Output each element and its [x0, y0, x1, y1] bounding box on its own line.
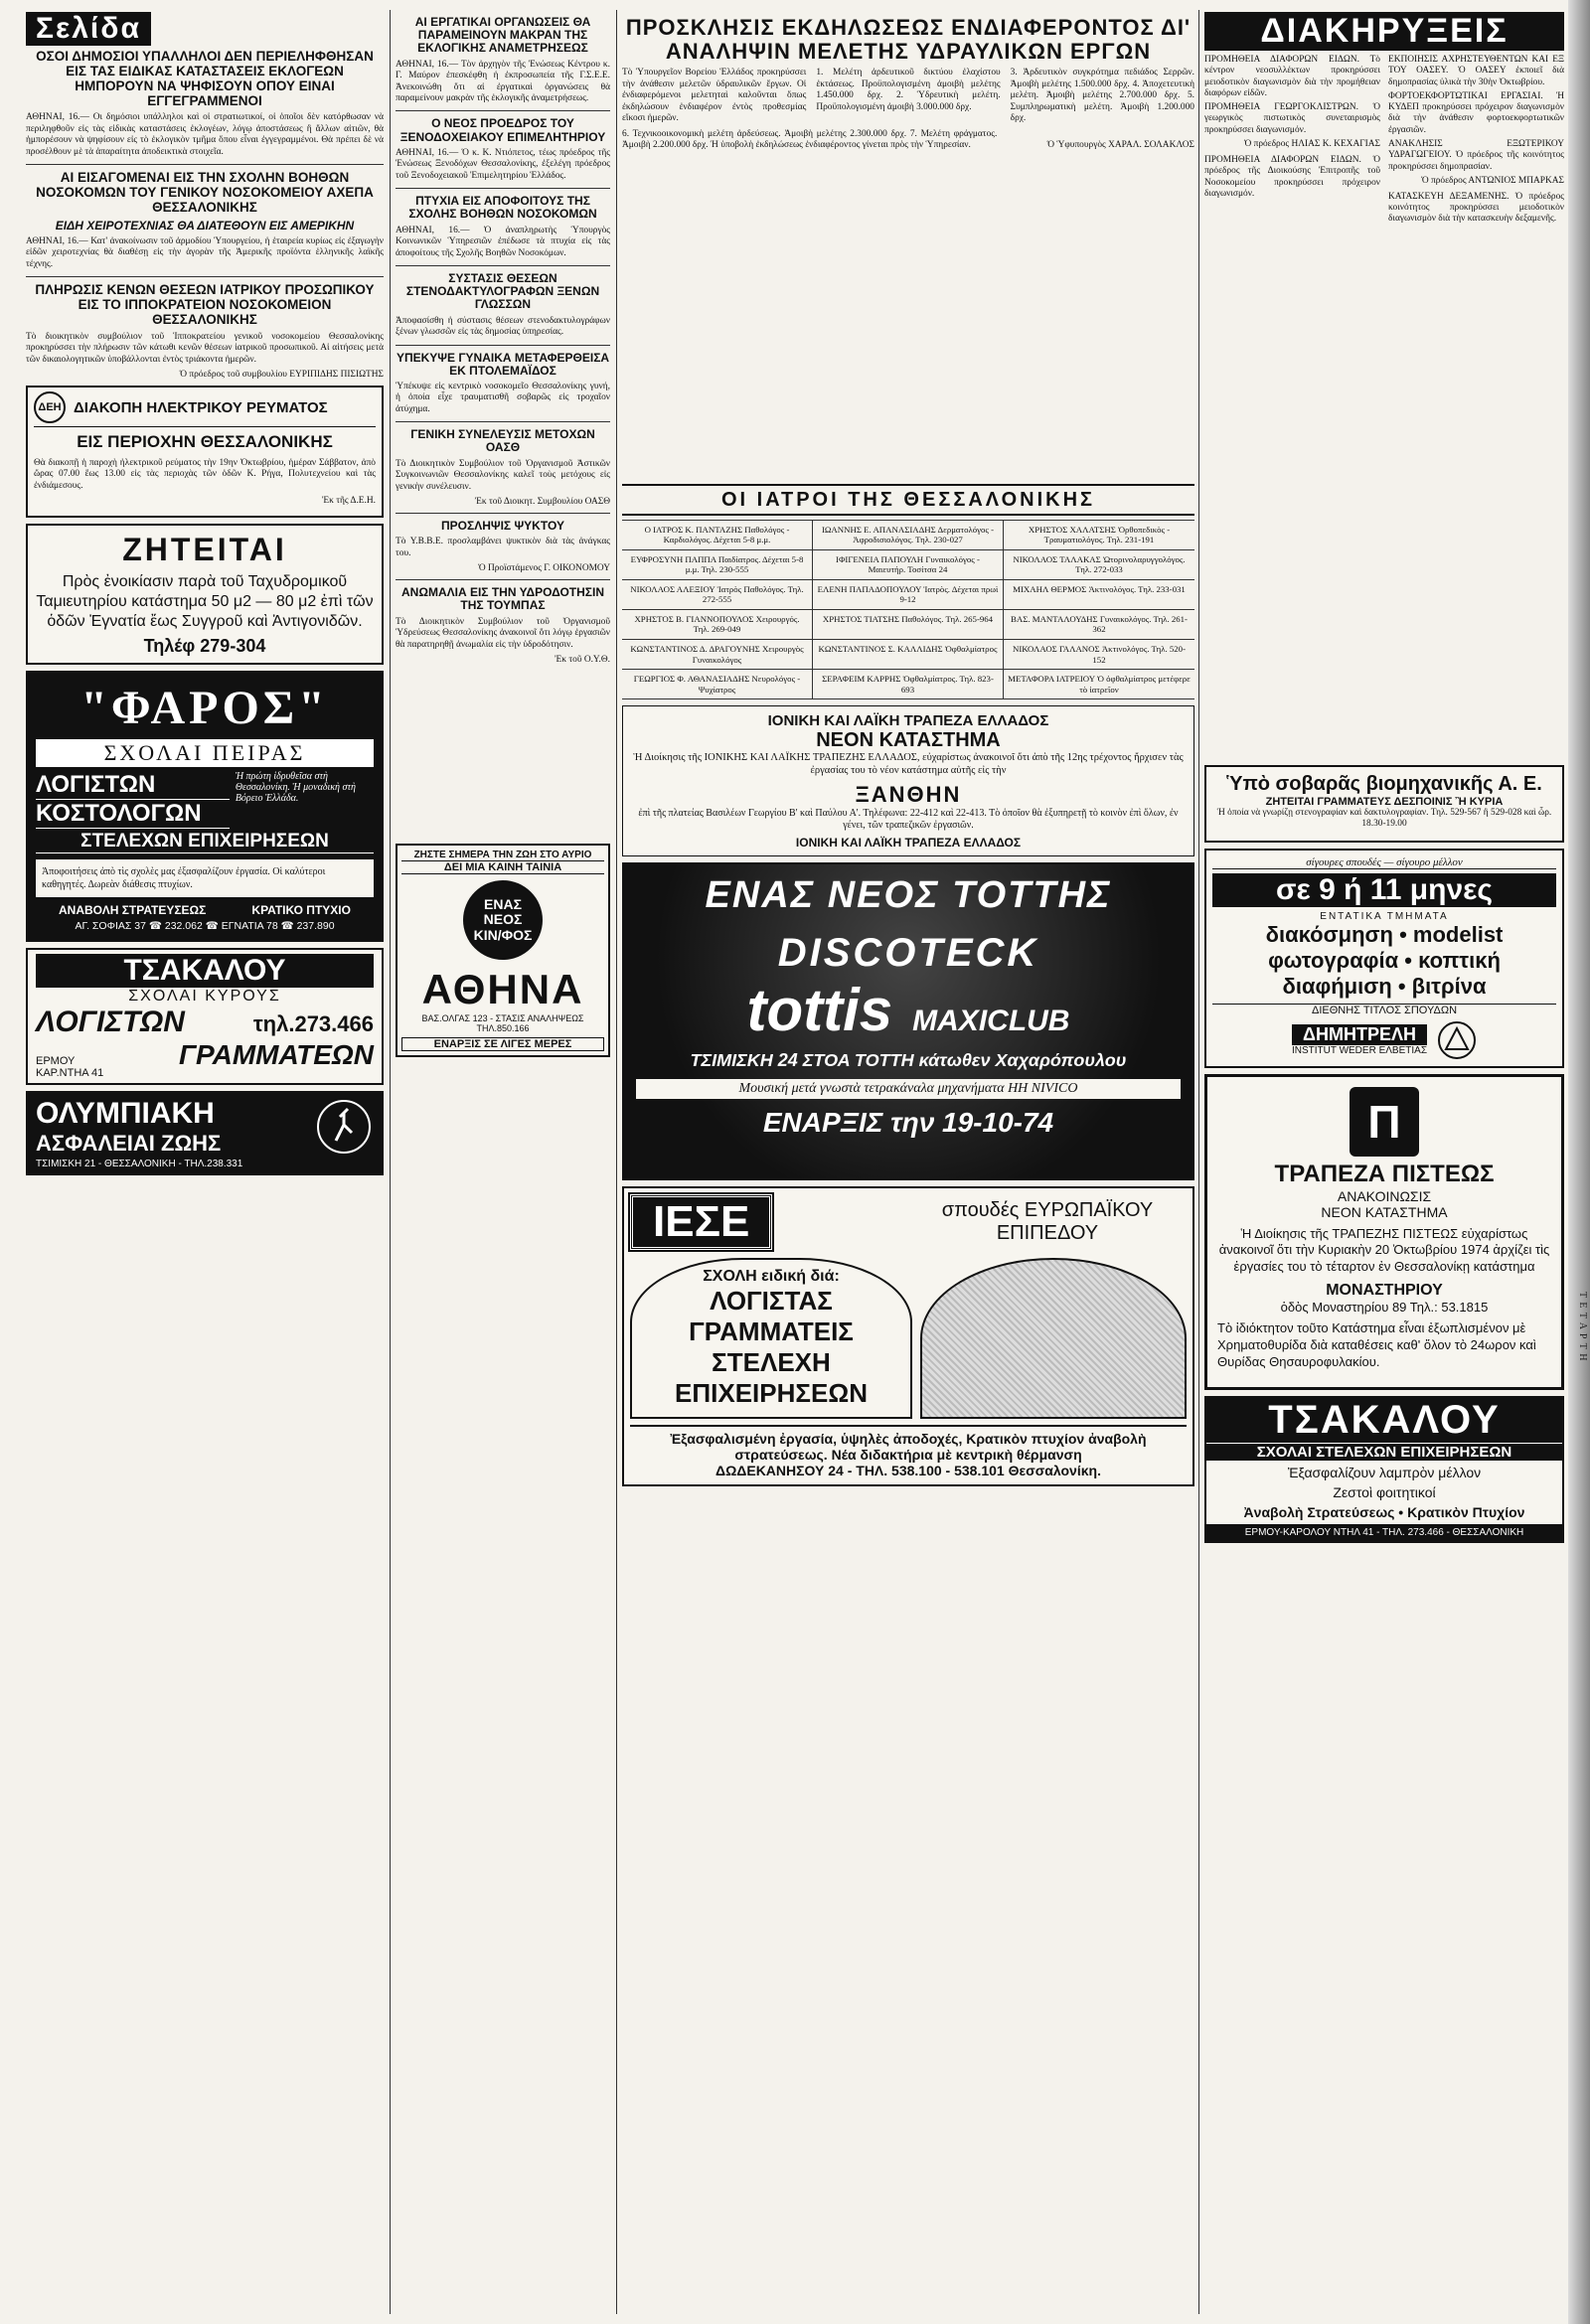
ad-subtitle: ΣΧΟΛΑΙ ΣΤΕΛΕΧΩΝ ΕΠΙΧΕΙΡΗΣΕΩΝ	[1206, 1443, 1562, 1461]
doctor-listing: ΣΕΡΑΦΕΙΜ ΚΑΡΡΗΣ Ὀφθαλμίατρος. Τηλ. 823-693	[813, 670, 1004, 699]
bank-logo-icon: Π	[1350, 1087, 1419, 1157]
ad-tagline: σπουδές ΕΥΡΩΠΑΪΚΟΥ ΕΠΙΠΕΔΟΥ	[941, 1199, 1154, 1245]
ad-line: ΛΟΓΙΣΤΩΝ	[36, 771, 230, 800]
ad-body: Ἀποφοιτήσεις ἀπὸ τὶς σχολὲς μας ἐξασφαλίζουν ἐργασία. Οἱ καλύτεροι καθηγητές. Δωρεὰν διάθεσις πτυχίων.	[36, 859, 374, 897]
headline-diplomas: ΠΤΥΧΙΑ ΕΙΣ ΑΠΟΦΟΙΤΟΥΣ ΤΗΣ ΣΧΟΛΗΣ ΒΟΗΘΩΝ ΝΟΣΟΚΟΜΩΝ	[408, 194, 597, 222]
ad-ionian-bank	[622, 705, 1194, 856]
ad-title: ΙΟΝΙΚΗ ΚΑΙ ΛΑΪΚΗ ΤΡΑΠΕΖΑ ΕΛΛΑΔΟΣ	[767, 712, 1049, 730]
ad-subtitle: ΕΙΣ ΠΕΡΙΟΧΗΝ ΘΕΣΣΑΛΟΝΙΚΗΣ	[77, 432, 333, 452]
doctors-directory	[622, 484, 1194, 700]
tender-item: ΑΝΑΚΛΗΣΙΣ ΕΞΩΤΕΡΙΚΟΥ ΥΔΡΑΓΩΓΕΙΟΥ. Ὁ πρόεδρος τῆς κοινότητος προκηρύσσει δημοπρασίαν.	[1388, 138, 1564, 172]
ad-body: Τὸ ἰδιόκτητον τοῦτο Κατάστημα εἶναι ἐξωπλισμένον μὲ Χρηματοθυρίδα διὰ καταθέσεις καθ' ὅλον τὸ 24ωρον καὶ Θυρίδας Θησαυροφυλακίου.	[1217, 1320, 1536, 1370]
signature: Ἐκ τοῦ Διοικητ. Συμβουλίου ΟΑΣΘ	[474, 497, 610, 508]
doctor-listing: ΝΙΚΟΛΑΟΣ ΑΛΕΞΙΟΥ Ἰατρὸς Παθολόγος. Τηλ. 272-555	[622, 580, 813, 610]
tender-item: ΠΡΟΜΗΘΕΙΑ ΔΙΑΦΟΡΩΝ ΕΙΔΩΝ. Τὸ κέντρον νεοσυλλέκτων προκηρύσσει μειοδοτικὸν διαγωνισμὸν διὰ τὴν προμήθειαν διαφόρων εἰδῶν.	[1204, 55, 1380, 98]
signature: Ἐκ τοῦ Ο.Υ.Θ.	[555, 654, 610, 665]
column-1	[26, 12, 384, 1181]
tender-item: ΕΚΠΟΙΗΣΙΣ ΑΧΡΗΣΤΕΥΘΕΝΤΩΝ ΚΑΙ ΕΞ ΤΟΥ ΟΑΣΕΥ. Ὁ ΟΑΣΕΥ ἐκποιεῖ διὰ δημοπρασίας ὑλικὰ τὴν 30ὴν Ὀκτωβρίου.	[1388, 55, 1564, 87]
ad-address: ΕΡΜΟΥ ΚΑΡ.ΝΤΗΑ 41	[36, 1055, 104, 1080]
headline-water-supply: ΑΝΩΜΑΛΙΑ ΕΙΣ ΤΗΝ ΥΔΡΟΔΟΤΗΣΙΝ ΤΗΣ ΤΟΥΜΠΑΣ	[401, 585, 604, 613]
article-text: Ἀποφασίσθη ἡ σύστασις θέσεων στενοδακτυλογράφων ξένων γλωσσῶν εἰς τὰς δημοσίας ὑπηρεσίας.	[396, 315, 610, 338]
doctor-listing: ΧΡΗΣΤΟΣ ΧΑΛΑΤΣΗΣ Ὀρθοπεδικὸς - Τραυματιολόγος. Τηλ. 231-191	[1004, 521, 1194, 550]
ad-faros	[26, 671, 384, 942]
ad-title: ΔΙΑΚΟΠΗ ΗΛΕΚΤΡΙΚΟΥ ΡΕΥΜΑΤΟΣ	[74, 398, 328, 416]
column-3	[622, 12, 1194, 1492]
ad-line: Ζεστοὶ φοιτητικοί	[1333, 1483, 1436, 1500]
article-text: ΑΘΗΝΑΙ, 16.— Ὁ κ. Κ. Ντιόπετος, τέως πρόεδρος τῆς Ἑνώσεως Ξενοδόχων Θεσσαλονίκης, ἐξελέγη πρόεδρος τοῦ Ξενοδοχειακοῦ Ἐπιμελητηρίου Ἑλλάδος.	[396, 147, 610, 181]
ad-address: ΤΣΙΜΙΣΚΗ 24 ΣΤΟΑ ΤΟΤΤΗ κάτωθεν Χαχαρόπουλου	[690, 1050, 1127, 1071]
column-2	[396, 12, 610, 1063]
doctor-listing: ΙΩΑΝΝΗΣ Ε. ΑΠΑΝΑΣΙΑΔΗΣ Δερματολόγος - Ἀφροδισιολόγος. Τηλ. 230-027	[813, 521, 1004, 550]
article-text: Τὸ Υ.Β.Β.Ε. προσλαμβάνει ψυκτικὸν διὰ τὰς ἀνάγκας του.	[396, 537, 610, 558]
article-text: 6. Τεχνικοοικονομικὴ μελέτη ἀρδεύσεως. Ἀμοιβὴ μελέτης 2.300.000 δρχ. 7. Μελέτη φράγματος. Ἀμοιβὴ 2.200.000 δρχ. Ἡ ὑποβολὴ ἐκδηλώσεως ἐνδιαφέροντος γίνεται πρὸς τὴν Ὑπηρεσίαν.	[622, 128, 998, 151]
ad-footer: ΕΝΑΡΞΙΣ ΣΕ ΛΙΓΕΣ ΜΕΡΕΣ	[401, 1037, 604, 1051]
ad-industrial-secretary	[1204, 765, 1564, 843]
article-text: ΑΘΗΝΑΙ, 16.— Ὁ ἀναπληρωτὴς Ὑπουργὸς Κοινωνικῶν Ὑπηρεσιῶν ἐπέδωσε τὰ πτυχία εἰς τὰς ἀποφοίτους τῆς Σχολῆς Βοηθῶν Νοσοκόμων.	[396, 225, 610, 258]
ad-line: ΛΟΓΙΣΤΩΝ	[36, 1006, 185, 1039]
ad-brand: tottis	[746, 977, 893, 1044]
ad-line: ΚΟΣΤΟΛΟΓΩΝ	[36, 800, 230, 829]
signature: Ὁ πρόεδρος ΗΛΙΑΣ Κ. ΚΕΧΑΓΙΑΣ	[1243, 138, 1380, 149]
ad-branch: ΜΟΝΑΣΤΗΡΙΟΥ	[1326, 1282, 1443, 1300]
ad-dimitreli	[1204, 849, 1564, 1068]
signature: Ὁ πρόεδρος τοῦ συμβουλίου ΕΥΡΙΠΙΔΗΣ ΠΙΣΙΩΤΗΣ	[179, 370, 384, 381]
ad-title: ΤΣΑΚΑΛΟΥ	[36, 954, 374, 988]
ad-subtitle: ΖΗΤΕΙΤΑΙ ΓΡΑΜΜΑΤΕΥΣ ΔΕΣΠΟΙΝΙΣ Ἢ ΚΥΡΙΑ	[1265, 795, 1504, 808]
signature: Ὁ Ὑφυπουργὸς ΧΑΡΑΛ. ΣΟΛΑΚΛΟΣ	[1046, 139, 1194, 150]
ad-feature: ΚΡΑΤΙΚΟ ΠΤΥΧΙΟ	[251, 903, 351, 918]
ad-address: ἐπὶ τῆς πλατείας Βασιλέων Γεωργίου Β' καὶ Παύλου Α'. Τηλέφωνα: 22-412 καὶ 22-413. Τὸ ὁποῖον θὰ ἐξυπηρετῇ τὸ κοινὸν ἐπὶ ὅλων, ἐν γένει, τῶν τραπεζικῶν ἐργασιῶν.	[638, 807, 1179, 831]
torch-runner-icon	[314, 1097, 374, 1157]
ad-address: ΕΡΜΟΥ-ΚΑΡΟΛΟΥ ΝΤΗΛ 41 - ΤΗΛ. 273.466 - ΘΕΣΣΑΛΟΝΙΚΗ	[1206, 1524, 1562, 1541]
ad-power-cut	[26, 386, 384, 518]
headline-woman-died: ΥΠΕΚΥΨΕ ΓΥΝΑΙΚΑ ΜΕΤΑΦΕΡΘΕΙΣΑ ΕΚ ΠΤΟΛΕΜΑΪΔΟΣ	[396, 350, 610, 378]
ad-opening: ΕΝΑΡΞΙΣ την 19-10-74	[762, 1107, 1054, 1139]
ad-title: ΑΘΗΝΑ	[421, 965, 584, 1012]
doctor-listing: ΚΩΝΣΤΑΝΤΙΝΟΣ Δ. ΔΡΑΓΟΥΝΗΣ Χειρουργὸς Γυναικολόγος	[622, 640, 813, 670]
doctor-listing: ΒΑΣ. ΜΑΝΤΑΛΟΥΔΗΣ Γυναικολόγος. Τηλ. 261-362	[1004, 610, 1194, 640]
headline-labor: ΑΙ ΕΡΓΑΤΙΚΑΙ ΟΡΓΑΝΩΣΕΙΣ ΘΑ ΠΑΡΑΜΕΙΝΟΥΝ ΜΑΚΡΑΝ ΤΗΣ ΕΚΛΟΓΙΚΗΣ ΑΝΑΜΕΤΡΗΣΕΩΣ	[414, 15, 591, 56]
ad-subtitle: ΑΝΑΚΟΙΝΩΣΙΣ	[1337, 1187, 1432, 1204]
triangle-logo-icon	[1437, 1020, 1477, 1060]
column-4	[1204, 12, 1564, 1549]
doctor-listing: ΧΡΗΣΤΟΣ ΤΙΑΤΣΗΣ Παθολόγος. Τηλ. 265-964	[813, 610, 1004, 640]
column-rule	[390, 10, 391, 2314]
ad-side-text: Ἡ πρώτη ἱδρυθεῖσα στὴ Θεσσαλονίκη. Ἡ μοναδικὴ στὴ Βόρειο Ἑλλάδα.	[235, 771, 356, 805]
ad-circle-badge: ΕΝΑΣ ΝΕΟΣ ΚΙΝ/ΦΟΣ	[463, 880, 543, 960]
ad-city: ΞΑΝΘΗΝ	[855, 781, 962, 807]
ad-title: σε 9 ή 11 μηνες	[1212, 873, 1556, 907]
doctor-listing: ΜΙΧΑΗΛ ΘΕΡΜΟΣ Ἀκτινολόγος. Τηλ. 233-031	[1004, 580, 1194, 610]
ad-line: ΖΗΣΤΕ ΣΗΜΕΡΑ ΤΗΝ ΖΩΗ ΣΤΟ ΑΥΡΙΟ	[401, 850, 604, 861]
ad-line: ΓΡΑΜΜΑΤΕΩΝ	[178, 1039, 374, 1071]
ad-subtitle: ΑΣΦΑΛΕΙΑΙ ΖΩΗΣ	[36, 1131, 222, 1157]
ad-cinema-athina	[396, 844, 610, 1057]
ad-diploma: ΔΙΕΘΝΗΣ ΤΙΤΛΟΣ ΣΠΟΥΔΩΝ	[1212, 1004, 1556, 1016]
ad-tottis-club	[622, 862, 1194, 1180]
ad-olympiaki	[26, 1091, 384, 1175]
ad-line: διακόσμηση • modelist	[1265, 921, 1504, 947]
ad-logo: ΙΕΣΕ	[630, 1194, 772, 1250]
ad-address: ΒΑΣ.ΟΛΓΑΣ 123 - ΣΤΑΣΙΣ ΑΝΑΛΗΨΕΩΣ ΤΗΛ.850.166	[421, 1012, 584, 1033]
doctor-listing: ΜΕΤΑΦΟΡΑ ΙΑΤΡΕΙΟΥ Ὁ ὀφθαλμίατρος μετέφερε τὸ ἰατρεῖον	[1004, 670, 1194, 699]
article-text: 1. Μελέτη ἀρδευτικοῦ δικτύου ἐλαχίστου ἐκτάσεως. Προϋπολογισμένη ἀμοιβὴ μελέτης 1.450.000 δρχ. 2. Ὑδρευτικὴ μελέτη. Προϋπολογισμένη ἀμοιβὴ 3.000.000 δρχ.	[816, 68, 1001, 112]
ad-institute: INSTITUT WEDER ΕΛΒΕΤΙΑΣ	[1291, 1044, 1428, 1056]
page-badge: Σελίδα	[26, 12, 384, 46]
section-title: ΟΙ ΙΑΤΡΟΙ ΤΗΣ ΘΕΣΣΑΛΟΝΙΚΗΣ	[622, 484, 1194, 516]
ad-address: ΤΣΙΜΙΣΚΗ 21 - ΘΕΣΣΑΛΟΝΙΚΗ - ΤΗΛ.238.331	[36, 1159, 243, 1170]
ad-line: ΣΤΕΛΕΧΗ	[712, 1347, 831, 1378]
article-text: ΑΘΗΝΑΙ, 16.— Τὸν ἀρχηγὸν τῆς Ἑνώσεως Κέντρου κ. Γ. Μαύρον ἐπεσκέφθη ἡ ἐκπροσωπεία τῆς Γ.Σ.Ε.Ε. Ἀνεκοινώθη ὅτι αἱ ἐργατικαὶ ὀργανώσεις θὰ παραμείνουν μακρὰν τῆς ἐκλογικῆς ἀναμετρήσεως.	[396, 59, 610, 103]
ad-title: "ΦΑΡΟΣ"	[80, 682, 329, 735]
ad-body: Πρὸς ἐνοικίασιν παρὰ τοῦ Ταχυδρομικοῦ Ταμιευτηρίου κατάστημα 50 μ2 — 80 μ2 ἐπὶ τῶν ὁδῶν Ἐγνατία ἔως Συγγροῦ καὶ Ἀντιγονιδῶν.	[36, 573, 374, 631]
headline-hospital-positions: ΠΛΗΡΩΣΙΣ ΚΕΝΩΝ ΘΕΣΕΩΝ ΙΑΤΡΙΚΟΥ ΠΡΟΣΩΠΙΚΟΥ ΕΙΣ ΤΟ ΙΠΠΟΚΡΑΤΕΙΟΝ ΝΟΣΟΚΟΜΕΙΟΝ ΘΕΣΣΑΛΟΝΙΚΗΣ	[35, 282, 375, 328]
article-text: Τὸ Διοικητικὸν Συμβούλιον τοῦ Ὀργανισμοῦ Ὑδρεύσεως Θεσσαλονίκης ἀνακοινοῖ ὅτι λόγῳ ἐργασιῶν θὰ παρατηρηθῇ ἀνωμαλία εἰς τὴν ὑδροδότησιν.	[396, 616, 610, 650]
doctor-listing: ΧΡΗΣΤΟΣ Β. ΓΙΑΝΝΟΠΟΥΛΟΣ Χειρουργός. Τηλ. 269-049	[622, 610, 813, 640]
ad-tsakalou-2	[1204, 1396, 1564, 1543]
page-binding-edge	[1568, 0, 1590, 2324]
ad-body: Ἡ Διοίκησις τῆς ΤΡΑΠΕΖΗΣ ΠΙΣΤΕΩΣ εὐχαρίστως ἀνακοινοῖ ὅτι τὴν Κυριακὴν 20 Ὀκτωβρίου 1974 ἀρχίζει τὶς ἐργασίες του τὸ τέταρτον ἐν Θεσσαλονίκῃ κατάστημα	[1218, 1225, 1550, 1275]
ad-title: ΕΝΑΣ ΝΕΟΣ ΤΟΤΤΗΣ	[705, 874, 1112, 917]
tender-item: ΦΟΡΤΟΕΚΦΟΡΤΩΤΙΚΑΙ ΕΡΓΑΣΙΑΙ. Ἡ ΚΥΔΕΠ προκηρύσσει πρόχειρον διαγωνισμὸν διὰ τὴν ἀνάθεσιν φορτοεκφορτωτικῶν ἐργασιῶν.	[1388, 90, 1564, 135]
ad-feature: ΑΝΑΒΟΛΗ ΣΤΡΑΤΕΥΣΕΩΣ	[59, 903, 207, 918]
ad-phone: Τηλέφ 279-304	[143, 636, 266, 657]
ad-line: ΣΤΕΛΕΧΩΝ ΕΠΙΧΕΙΡΗΣΕΩΝ	[36, 831, 374, 853]
doctor-listing: ΕΥΦΡΟΣΥΝΗ ΠΑΠΠΑ Παιδίατρος. Δέχεται 5-8 μ.μ. Τηλ. 230-555	[622, 550, 813, 580]
deh-logo-icon: ΔΕΗ	[34, 391, 66, 423]
article-text: 3. Ἀρδευτικὸν συγκρότημα πεδιάδος Σερρῶν. Ἀμοιβὴ μελέτης 1.500.000 δρχ. 4. Ἀποχετευτικὴ μελέτη. Ἀμοιβὴ μελέτης 2.700.000 δρχ. 5. Συμπληρωματικὴ μελέτη. Ἀμοιβὴ 1.200.000 δρχ.	[1010, 68, 1194, 124]
section-badge: ΔΙΑΚΗΡΥΞΕΙΣ	[1204, 12, 1564, 51]
ad-tsakalou-1	[26, 948, 384, 1085]
ad-body: Ἡ Διοίκησις τῆς ΙΟΝΙΚΗΣ ΚΑΙ ΛΑΪΚΗΣ ΤΡΑΠΕΖΗΣ ΕΛΛΑΔΟΣ, εὐχαρίστως ἀνακοινοῖ ὅτι ἀπὸ τῆς 12ης τρέχοντος ἤρχισεν τὰς ἐργασίας του τὸ νέον κατάστημα αὐτῆς εἰς τὴν	[633, 752, 1184, 777]
column-rule	[1198, 10, 1199, 2314]
ad-line: φωτογραφία • κοπτική	[1268, 947, 1501, 973]
article-text: Τὸ διοικητικὸν συμβούλιον τοῦ Ἱπποκρατείου γενικοῦ νοσοκομείου Θεσσαλονίκης προκηρύσσει τὴν πλήρωσιν τῶν κάτωθι κενῶν θέσεων ἰατρικοῦ προσωπικοῦ. Αἱ αἰτήσεις μετὰ τῶν δικαιολογητικῶν ὑποβάλλονται ἐντὸς τριάκοντα ἡμερῶν.	[26, 331, 384, 365]
doctor-listing: ΝΙΚΟΛΑΟΣ ΤΑΛΑΚΑΣ Ὠτορινολαρυγγολόγος. Τηλ. 272-033	[1004, 550, 1194, 580]
doctor-grid	[622, 520, 1194, 700]
ad-signature: Ἐκ τῆς Δ.Ε.Η.	[322, 496, 376, 507]
headline-hydraulic-works: ΠΡΟΣΚΛΗΣΙΣ ΕΚΔΗΛΩΣΕΩΣ ΕΝΔΙΑΦΕΡΟΝΤΟΣ ΔΙ' ΑΝΑΛΗΨΙΝ ΜΕΛΕΤΗΣ ΥΔΡΑΥΛΙΚΩΝ ΕΡΓΩΝ	[625, 15, 1192, 65]
column-rule	[616, 10, 617, 2314]
headline-typists: ΣΥΣΤΑΣΙΣ ΘΕΣΕΩΝ ΣΤΕΝΟΔΑΚΤΥΛΟΓΡΑΦΩΝ ΞΕΝΩΝ ΓΛΩΣΣΩΝ	[405, 271, 600, 312]
headline-refrigeration: ΠΡΟΣΛΗΨΙΣ ΨΥΚΤΟΥ	[441, 519, 564, 534]
signature: Ὁ Προϊστάμενος Γ. ΟΙΚΟΝΟΜΟΥ	[478, 563, 610, 574]
ad-line: Ἀναβολὴ Στρατεύσεως • Κρατικὸν Πτυχίον	[1243, 1503, 1525, 1520]
headline-civil-servants: ΟΣΟΙ ΔΗΜΟΣΙΟΙ ΥΠΑΛΛΗΛΟΙ ΔΕΝ ΠΕΡΙΕΛΗΦΘΗΣΑΝ ΕΙΣ ΤΑΣ ΕΙΔΙΚΑΣ ΚΑΤΑΣΤΑΣΕΙΣ ΕΚΛΟΓΕΩΝ ΗΜΠΟΡΟΥΝ ΝΑ ΨΗΦΙΣΟΥΝ ΟΠΟΥ ΕΙΝΑΙ ΕΓΓΕΓΡΑΜΜΕΝΟΙ	[36, 49, 374, 108]
ad-title: Ὑπὸ σοβαρᾶς βιομηχανικῆς Α. Ε.	[1226, 772, 1542, 795]
ad-name: ΔΗΜΗΤΡΕΛΗ	[1292, 1024, 1427, 1045]
tender-item: ΚΑΤΑΣΚΕΥΗ ΔΕΞΑΜΕΝΗΣ. Ὁ πρόεδρος κοινότητος προκηρύσσει μειοδοτικὸν διαγωνισμὸν διὰ τὴν κατασκευὴν δεξαμενῆς.	[1388, 191, 1564, 225]
article-text: Τὸ Ὑπουργεῖον Βορείου Ἑλλάδος προκηρύσσει τὴν ἀνάθεσιν μελετῶν ὑδραυλικῶν ἔργων. Οἱ ἐνδιαφερόμενοι μελετηταὶ καλοῦνται ὅπως ἐκδηλώσουν ἐνδιαφέρον ἐντὸς προθεσμίας εἴκοσι ἡμερῶν.	[622, 68, 807, 124]
ad-subtitle: ΣΧΟΛΗ ειδική διά:	[703, 1268, 840, 1286]
ad-address: ὁδὸς Μοναστηρίου 89 Τηλ.: 53.1815	[1280, 1300, 1489, 1316]
tender-item: ΠΡΟΜΗΘΕΙΑ ΓΕΩΡΓΟΚΛΙΣΤΡΩΝ. Ὁ γεωργικὸς πιστωτικὸς συνεταιρισμὸς προκηρύσσει διαγωνισμόν.	[1204, 102, 1380, 135]
ad-tagline: σίγουρες σπουδές — σίγουρο μέλλον	[1212, 856, 1556, 869]
ad-subtitle: ΣΧΟΛΑΙ ΠΕΙΡΑΣ	[36, 739, 374, 767]
ad-pisteos-bank	[1204, 1074, 1564, 1390]
ad-line: ΓΡΑΜΜΑΤΕΙΣ	[689, 1317, 854, 1347]
ad-subtitle: ΕΝΤΑΤΙΚΑ ΤΜΗΜΑΤΑ	[1320, 910, 1449, 922]
headline-handicrafts: ΕΙΔΗ ΧΕΙΡΟΤΕΧΝΙΑΣ ΘΑ ΔΙΑΤΕΘΟΥΝ ΕΙΣ ΑΜΕΡΙΚΗΝ	[55, 218, 355, 232]
ad-title: ΟΛΥΜΠΙΑΚΗ	[36, 1097, 215, 1131]
ad-line: MAXICLUB	[912, 1005, 1070, 1038]
gutter-text: Τ Ε Τ Α Ρ Τ Η	[1577, 1292, 1588, 1362]
tender-item: ΠΡΟΜΗΘΕΙΑ ΔΙΑΦΟΡΩΝ ΕΙΔΩΝ. Ὁ πρόεδρος τῆς Διοικούσης Ἐπιτροπῆς τοῦ Νοσοκομείου προκηρύσσει πρόχειρον διαγωνισμόν.	[1204, 154, 1380, 199]
doctor-listing: ΝΙΚΟΛΑΟΣ ΓΑΛΑΝΟΣ Ἀκτινολόγος. Τηλ. 520-152	[1004, 640, 1194, 670]
signature: Ὁ πρόεδρος ΑΝΤΩΝΙΟΣ ΜΠΑΡΚΑΣ	[1421, 175, 1564, 186]
headline-nursing-school: ΑΙ ΕΙΣΑΓΟΜΕΝΑΙ ΕΙΣ ΤΗΝ ΣΧΟΛΗΝ ΒΟΗΘΩΝ ΝΟΣΟΚΟΜΩΝ ΤΟΥ ΓΕΝΙΚΟΥ ΝΟΣΟΚΟΜΕΙΟΥ ΑΧΕΠΑ ΘΕΣΣΑΛΟΝΙΚΗΣ	[36, 170, 374, 215]
ad-body: Θὰ διακοπῇ ἡ παροχὴ ἠλεκτρικοῦ ρεύματος τὴν 19ην Ὀκτωβρίου, ἡμέραν Σάββατον, ἀπὸ ὥρας 07.00 ἕως 13.00 εἰς τὰς περιοχὰς τῶν ὁδῶν Κ. Ρήγα, Πολυτεχνείου καὶ τὰς ἐνδιάμεσους.	[34, 458, 376, 491]
ad-photo	[920, 1258, 1187, 1419]
ad-line: Μουσική μετά γνωστὰ τετρακάναλα μηχανήματα ΗΗ NIVICO	[636, 1079, 1181, 1099]
ad-subtitle: ΝΕΟΝ ΚΑΤΑΣΤΗΜΑ	[816, 729, 1001, 752]
ad-line: ΔΕΙ ΜΙΑ ΚΑΙΝΗ ΤΑΙΝΙΑ	[401, 861, 604, 874]
headline-oasth-meeting: ΓΕΝΙΚΗ ΣΥΝΕΛΕΥΣΙΣ ΜΕΤΟΧΩΝ ΟΑΣΘ	[410, 427, 595, 455]
ad-wanted	[26, 524, 384, 665]
ad-line: Ἐξασφαλίζουν λαμπρὸν μέλλον	[1287, 1464, 1482, 1480]
article-text: Ὑπέκυψε εἰς κεντρικὸ νοσοκομεῖο Θεσσαλονίκης γυνή, ἡ ὁποία εἶχε τραυματισθῆ σοβαρῶς εἰς τροχαῖον ἀτύχημα.	[396, 381, 610, 414]
doctor-listing: ΓΕΩΡΓΙΟΣ Φ. ΑΘΑΝΑΣΙΑΔΗΣ Νευρολόγος - Ψυχίατρος	[622, 670, 813, 699]
ad-line: ΛΟΓΙΣΤΑΣ	[710, 1286, 833, 1317]
ad-line: διαφήμιση • βιτρίνα	[1282, 973, 1487, 999]
ad-line: ΕΠΙΧΕΙΡΗΣΕΩΝ	[675, 1378, 868, 1409]
ad-subtitle: ΝΕΟΝ ΚΑΤΑΣΤΗΜΑ	[1321, 1203, 1448, 1220]
ad-address: ΑΓ. ΣΟΦΙΑΣ 37 ☎ 232.062 ☎ ΕΓΝΑΤΙΑ 78 ☎ 237.890	[75, 920, 335, 933]
ad-footer: ΙΟΝΙΚΗ ΚΑΙ ΛΑΪΚΗ ΤΡΑΠΕΖΑ ΕΛΛΑΔΟΣ	[795, 836, 1022, 851]
ad-footer: Ἐξασφαλισμένη ἐργασία, ὑψηλὲς ἀποδοχές, Κρατικὸν πτυχίον ἀναβολὴ στρατεύσεως. Νέα διδακτήρια μὲ κεντρικὴ θέρμανση	[630, 1425, 1187, 1463]
doctor-listing: ΙΦΙΓΕΝΕΙΑ ΠΑΠΟΥΛΗ Γυναικολόγος - Μαιευτήρ. Τοσίτσα 24	[813, 550, 1004, 580]
article-text: ΑΘΗΝΑΙ, 16.— Κατ' ἀνακοίνωσιν τοῦ ἀρμοδίου Ὑπουργείου, ἡ ἑταιρεία κυρίως εἰς ἐξαγωγὴν εἰδῶν χειροτεχνίας θὰ διαθέσῃ εἰς τὴν ἀγορὰν τῆς Ἀμερικῆς προϊόντα ἑλληνικῆς λαϊκῆς τέχνης.	[26, 235, 384, 269]
ad-title: ΖΗΤΕΙΤΑΙ	[122, 532, 287, 568]
article-text: ΑΘΗΝΑΙ, 16.— Οι δημόσιοι υπάλληλοι καὶ οἱ στρατιωτικοί, οἱ ὁποῖοι δὲν κατόρθωσαν νὰ περιληφθοῦν εἰς τὰς εἰδικὰς καταστάσεις ἐκλογέων, λόγῳ ἀποστάσεως ἢ ἄλλων αἰτιῶν, θὰ ἠμπορέσουν νὰ ψηφίσουν εἰς τὸ ἐκλογικὸν τμῆμα ὅπου εἶναι ἐγγεγραμμένοι. Θὰ πρέπει δὲ νὰ προσέλθουν μὲ τὰ ἀπαραίτητα ἀποδεικτικὰ στοιχεῖα.	[26, 112, 384, 157]
ad-subtitle: ΣΧΟΛΑΙ ΚΥΡΟΥΣ	[128, 988, 281, 1006]
ad-line: DISCOTECK	[777, 931, 1039, 976]
doctor-listing: Ο ΙΑΤΡΟΣ Κ. ΠΑΝΤΑΖΗΣ Παθολόγος - Καρδιολόγος. Δέχεται 5-8 μ.μ.	[622, 521, 813, 550]
ad-iese	[622, 1186, 1194, 1486]
doctor-listing: ΚΩΝΣΤΑΝΤΙΝΟΣ Σ. ΚΑΛΛΙΔΗΣ Ὀφθαλμίατρος	[813, 640, 1004, 670]
article-text: Τὸ Διοικητικὸν Συμβούλιον τοῦ Ὀργανισμοῦ Ἀστικῶν Συγκοινωνιῶν Θεσσαλονίκης καλεῖ τοὺς μετόχους εἰς γενικὴν συνέλευσιν.	[396, 458, 610, 492]
ad-body: Ἡ ὁποία νὰ γνωρίζῃ στενογραφίαν καὶ δακτυλογραφίαν. Τηλ. 529-567 ἢ 529-028 καὶ ὧρ. 18.30-19.00	[1216, 807, 1552, 830]
doctor-listing: ΕΛΕΝΗ ΠΑΠΑΔΟΠΟΥΛΟΥ Ἰατρὸς. Δέχεται πρωὶ 9-12	[813, 580, 1004, 610]
headline-hotel-chamber: Ο ΝΕΟΣ ΠΡΟΕΔΡΟΣ ΤΟΥ ΞΕΝΟΔΟΧΕΙΑΚΟΥ ΕΠΙΜΕΛΗΤΗΡΙΟΥ	[399, 116, 606, 144]
ad-title: ΤΣΑΚΑΛΟΥ	[1206, 1398, 1562, 1443]
ad-title: ΤΡΑΠΕΖΑ ΠΙΣΤΕΩΣ	[1274, 1160, 1495, 1187]
ad-phone: τηλ.273.466	[252, 1011, 374, 1037]
ad-address: ΔΩΔΕΚΑΝΗΣΟΥ 24 - ΤΗΛ. 538.100 - 538.101 Θεσσαλονίκη.	[716, 1463, 1101, 1479]
